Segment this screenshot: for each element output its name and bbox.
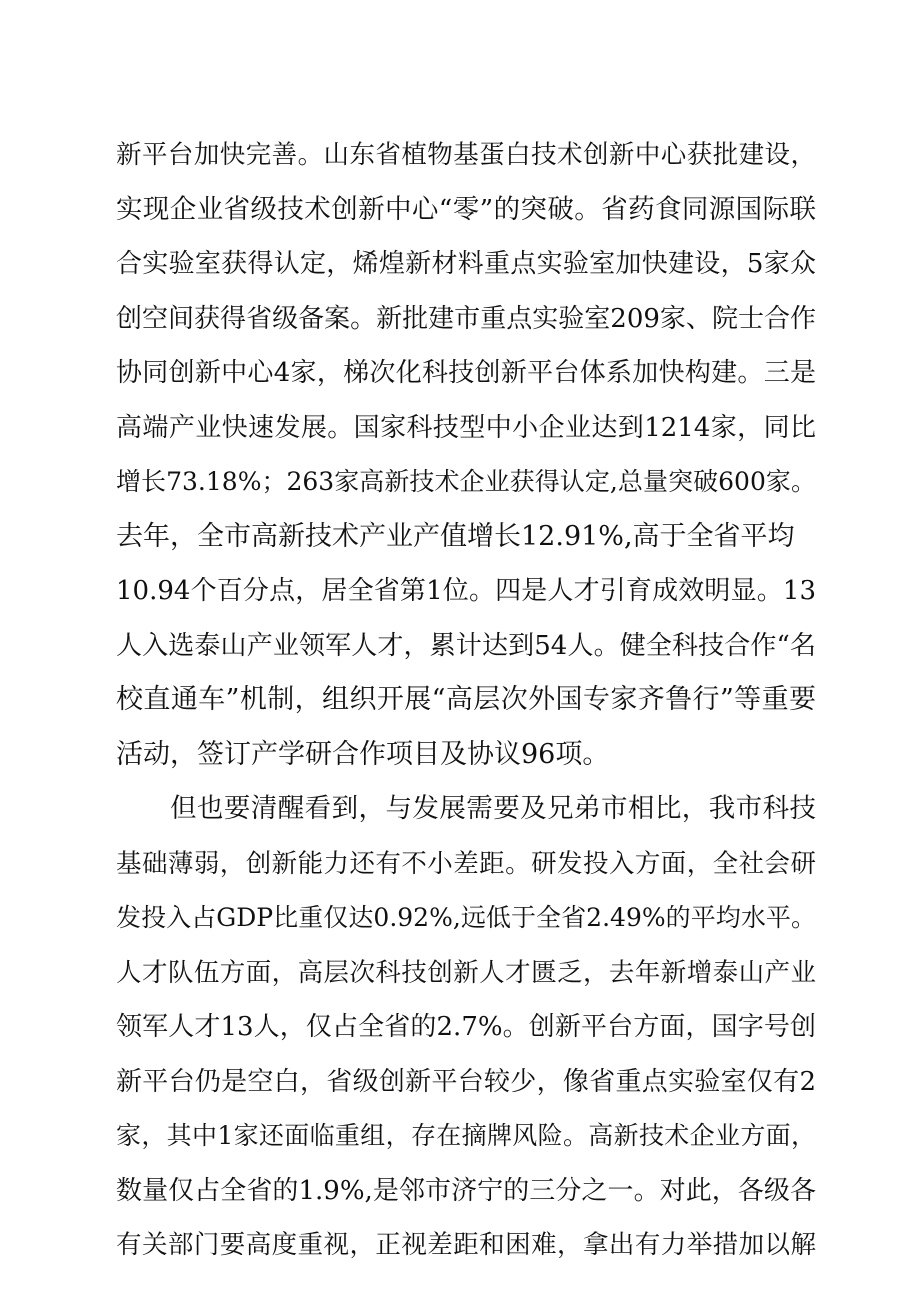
body-text — [116, 128, 816, 1273]
text-line: 校直通车”机制，组织开展“高层次外国专家齐鲁行”等重要 — [116, 684, 816, 715]
text-line: 活动，签订产学研合作项目及协议96项。 — [116, 738, 610, 770]
text-line: 去年，全市高新技术产业产值增长12.91%,高于全省平均 — [116, 520, 795, 552]
text-line: 合实验室获得认定，烯煌新材料重点实验室加快建设，5家众 — [116, 249, 816, 279]
text-line: 创空间获得省级备案。新批建市重点实验室209家、院士合作 — [116, 303, 816, 334]
text-line: 有关部门要高度重视，正视差距和困难，拿出有力举措加以解 — [116, 1230, 816, 1260]
text-line: 高端产业快速发展。国家科技型中小企业达到1214家，同比 — [116, 412, 816, 443]
text-line: 增长73.18%；263家高新技术企业获得认定,总量突破600家。 — [116, 467, 816, 496]
text-line: 新平台加快完善。山东省植物基蛋白技术创新中心获批建设， — [116, 140, 816, 170]
text-line: 发投入占GDP比重仅达0.92%,远低于全省2.49%的平均水平。 — [116, 903, 816, 932]
text-line: 基础薄弱，创新能力还有不小差距。研发投入方面，全社会研 — [116, 848, 816, 879]
text-line: 数量仅占全省的1.9%,是邻市济宁的三分之一。对此，各级各 — [116, 1175, 816, 1206]
text-line: 实现企业省级技术创新中心“零”的突破。省药食同源国际联 — [116, 193, 816, 225]
paragraph-start-line: 但也要清醒看到，与发展需要及兄弟市相比，我市科技 — [170, 793, 816, 824]
text-line: 人才队伍方面，高层次科技创新人才匮乏，去年新增泰山产业 — [116, 957, 816, 988]
text-line: 协同创新中心4家，梯次化科技创新平台体系加快构建。三是 — [116, 358, 816, 388]
text-line: 家，其中1家还面临重组，存在摘牌风险。高新技术企业方面， — [116, 1121, 816, 1150]
text-line: 新平台仍是空白，省级创新平台较少，像省重点实验室仅有2 — [116, 1066, 816, 1097]
text-line: 领军人才13人，仅占全省的2.7%。创新平台方面，国字号创 — [116, 1012, 816, 1042]
text-line: 10.94个百分点，居全省第1位。四是人才引育成效明显。13 — [116, 576, 816, 606]
text-line: 人入选泰山产业领军人才，累计达到54人。健全科技合作“名 — [116, 630, 816, 661]
